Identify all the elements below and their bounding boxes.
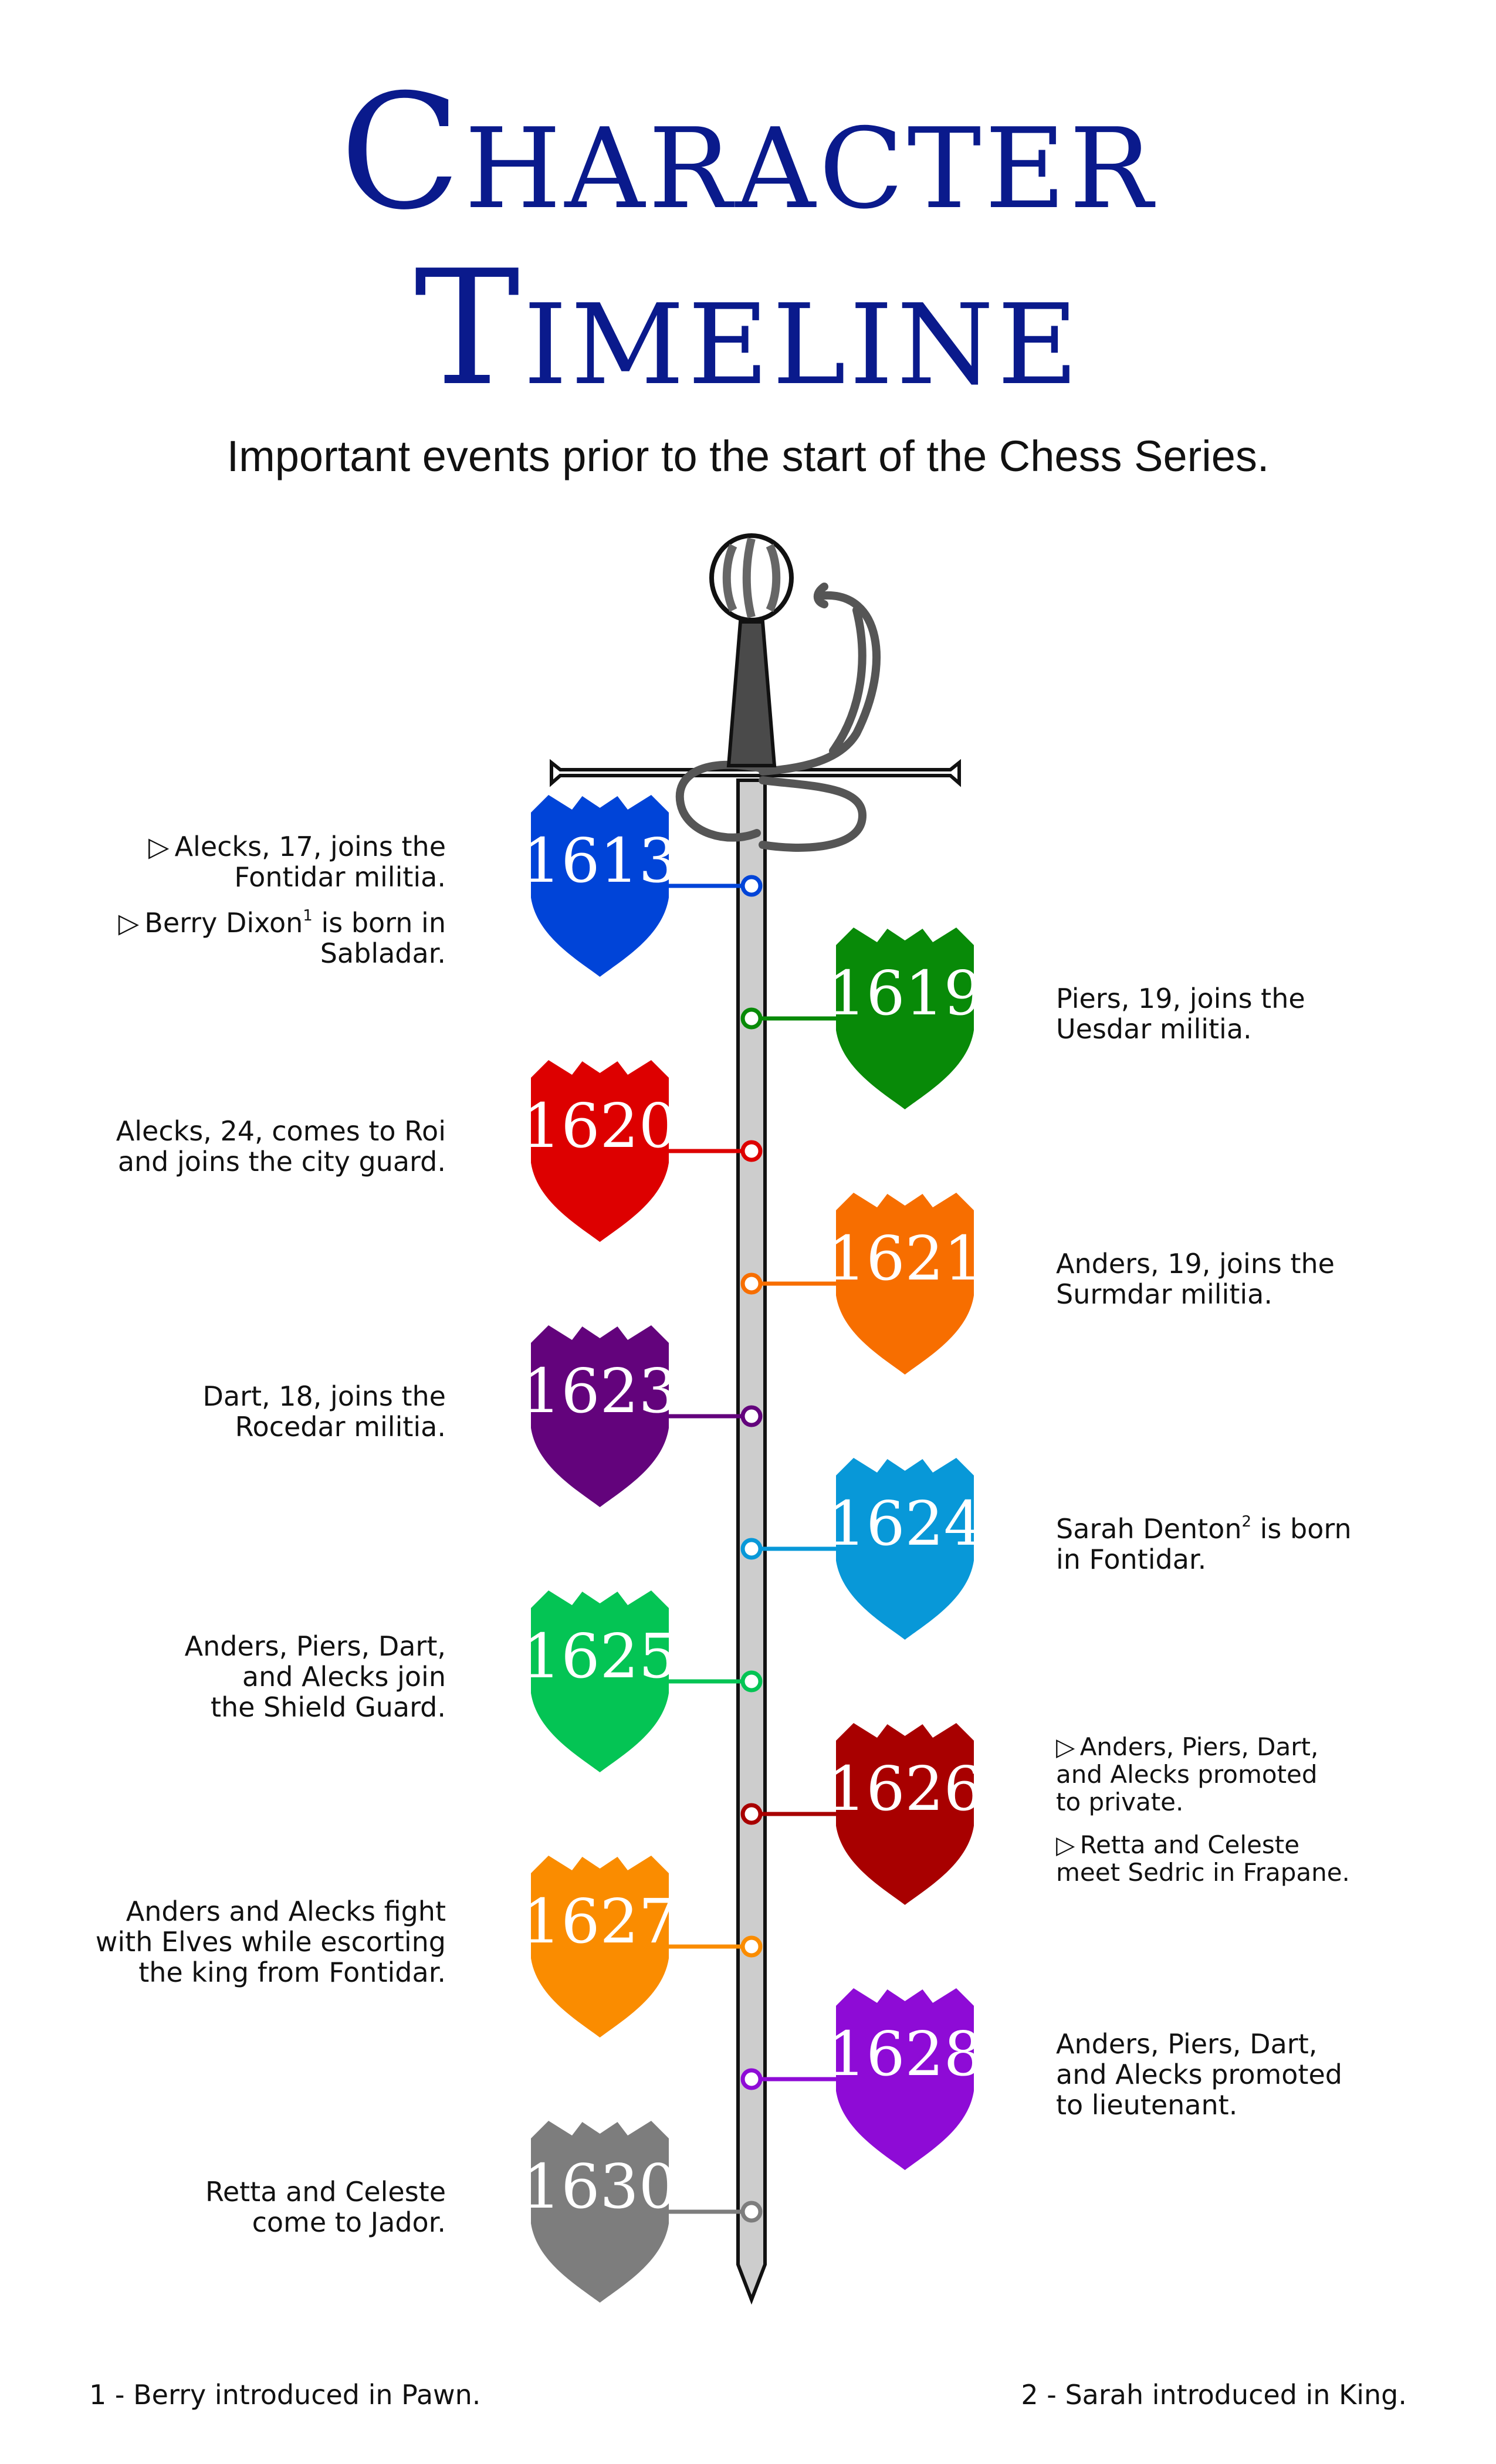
event-1624 [743,1458,983,1640]
event-note-1624 [1056,1514,1352,1575]
timeline-dot [743,1142,760,1160]
event-note-1630 [205,2177,446,2238]
footnote-2: 2 - Sarah introduced in King. [1021,2379,1407,2411]
event-text: Berry Dixon [144,907,303,939]
footnote-marker: 1 [303,907,313,925]
event-note-1613 [119,831,446,969]
event-text-after: is born in Fontidar. [1056,1513,1352,1575]
event-note-1628 [1056,2029,1342,2120]
bullet-icon: ▷ [118,907,140,939]
year-label: 1626 [827,1753,983,1825]
timeline-dot [743,1407,760,1425]
event-text: Retta and Celeste meet Sedric in Frapane. [1056,1830,1350,1887]
event-1613 [522,795,760,977]
year-label: 1624 [827,1488,983,1559]
bullet-icon: ▷ [1056,1732,1075,1761]
event-note-1625 [185,1631,446,1722]
event-1623 [522,1325,760,1507]
sword-grip [729,622,774,766]
year-label: 1627 [522,1886,678,1957]
event-1625 [522,1590,760,1772]
event-text: Anders, Piers, Dart, and Alecks promoted to private. [1056,1732,1319,1816]
event-text: Piers, 19, joins the Uesdar militia. [1056,983,1305,1045]
timeline-dot [743,1010,760,1027]
year-label: 1630 [522,2151,678,2222]
timeline-dot [743,1540,760,1558]
event-note-1623 [202,1381,446,1442]
year-label: 1628 [827,2018,983,2090]
sword-pommel [712,536,791,620]
event-1619 [743,928,983,1109]
event-text: Anders and Alecks fight with Elves while escorting the king from Fontidar. [95,1896,446,1988]
year-label: 1625 [522,1620,678,1692]
event-text: Anders, 19, joins the Surmdar militia. [1056,1248,1335,1310]
bullet-icon: ▷ [1056,1830,1075,1859]
footnote-marker: 2 [1241,1513,1252,1531]
timeline-dot [743,1938,760,1955]
year-label: 1621 [827,1223,983,1294]
event-1627 [522,1856,760,2037]
event-note-1626 [1056,1733,1350,1886]
event-1630 [522,2121,760,2303]
event-text: Dart, 18, joins the Rocedar militia. [202,1380,446,1443]
event-text: Anders, Piers, Dart, and Alecks join the Shield Guard. [184,1630,446,1723]
footnote-1: 1 - Berry introduced in Pawn. [89,2379,481,2411]
timeline-dot [743,1673,760,1690]
timeline-dot [743,877,760,895]
event-text: Alecks, 24, comes to Roi and joins the city guard. [116,1115,446,1177]
subtitle: Important events prior to the start of the Chess Series. [226,432,1270,480]
event-note-1619 [1056,983,1305,1044]
timeline-dot [743,1275,760,1292]
bullet-icon: ▷ [148,831,170,862]
title-line-1: Character [340,60,1156,245]
year-label: 1613 [522,825,678,896]
event-1626 [743,1723,983,1905]
year-label: 1620 [522,1090,678,1162]
year-label: 1623 [522,1355,678,1427]
event-note-1621 [1056,1248,1335,1309]
event-note-1620 [116,1116,446,1177]
event-1621 [743,1193,983,1375]
event-text-after: is born in Sabladar. [312,907,446,969]
event-1628 [743,1988,983,2170]
event-note-1627 [96,1896,446,1988]
timeline-dot [743,2070,760,2088]
sword-basket-guard [680,587,876,848]
event-text: Retta and Celeste come to Jador. [205,2176,446,2238]
timeline-dot [743,1805,760,1823]
event-text: Sarah Denton [1056,1513,1242,1545]
year-label: 1619 [827,957,983,1029]
event-text: Alecks, 17, joins the Fontidar militia. [174,831,446,893]
title-line-2: Timeline [414,236,1082,421]
timeline-dot [743,2203,760,2221]
event-1620 [522,1060,760,1242]
event-text: Anders, Piers, Dart, and Alecks promoted to lieutenant. [1056,2028,1342,2121]
